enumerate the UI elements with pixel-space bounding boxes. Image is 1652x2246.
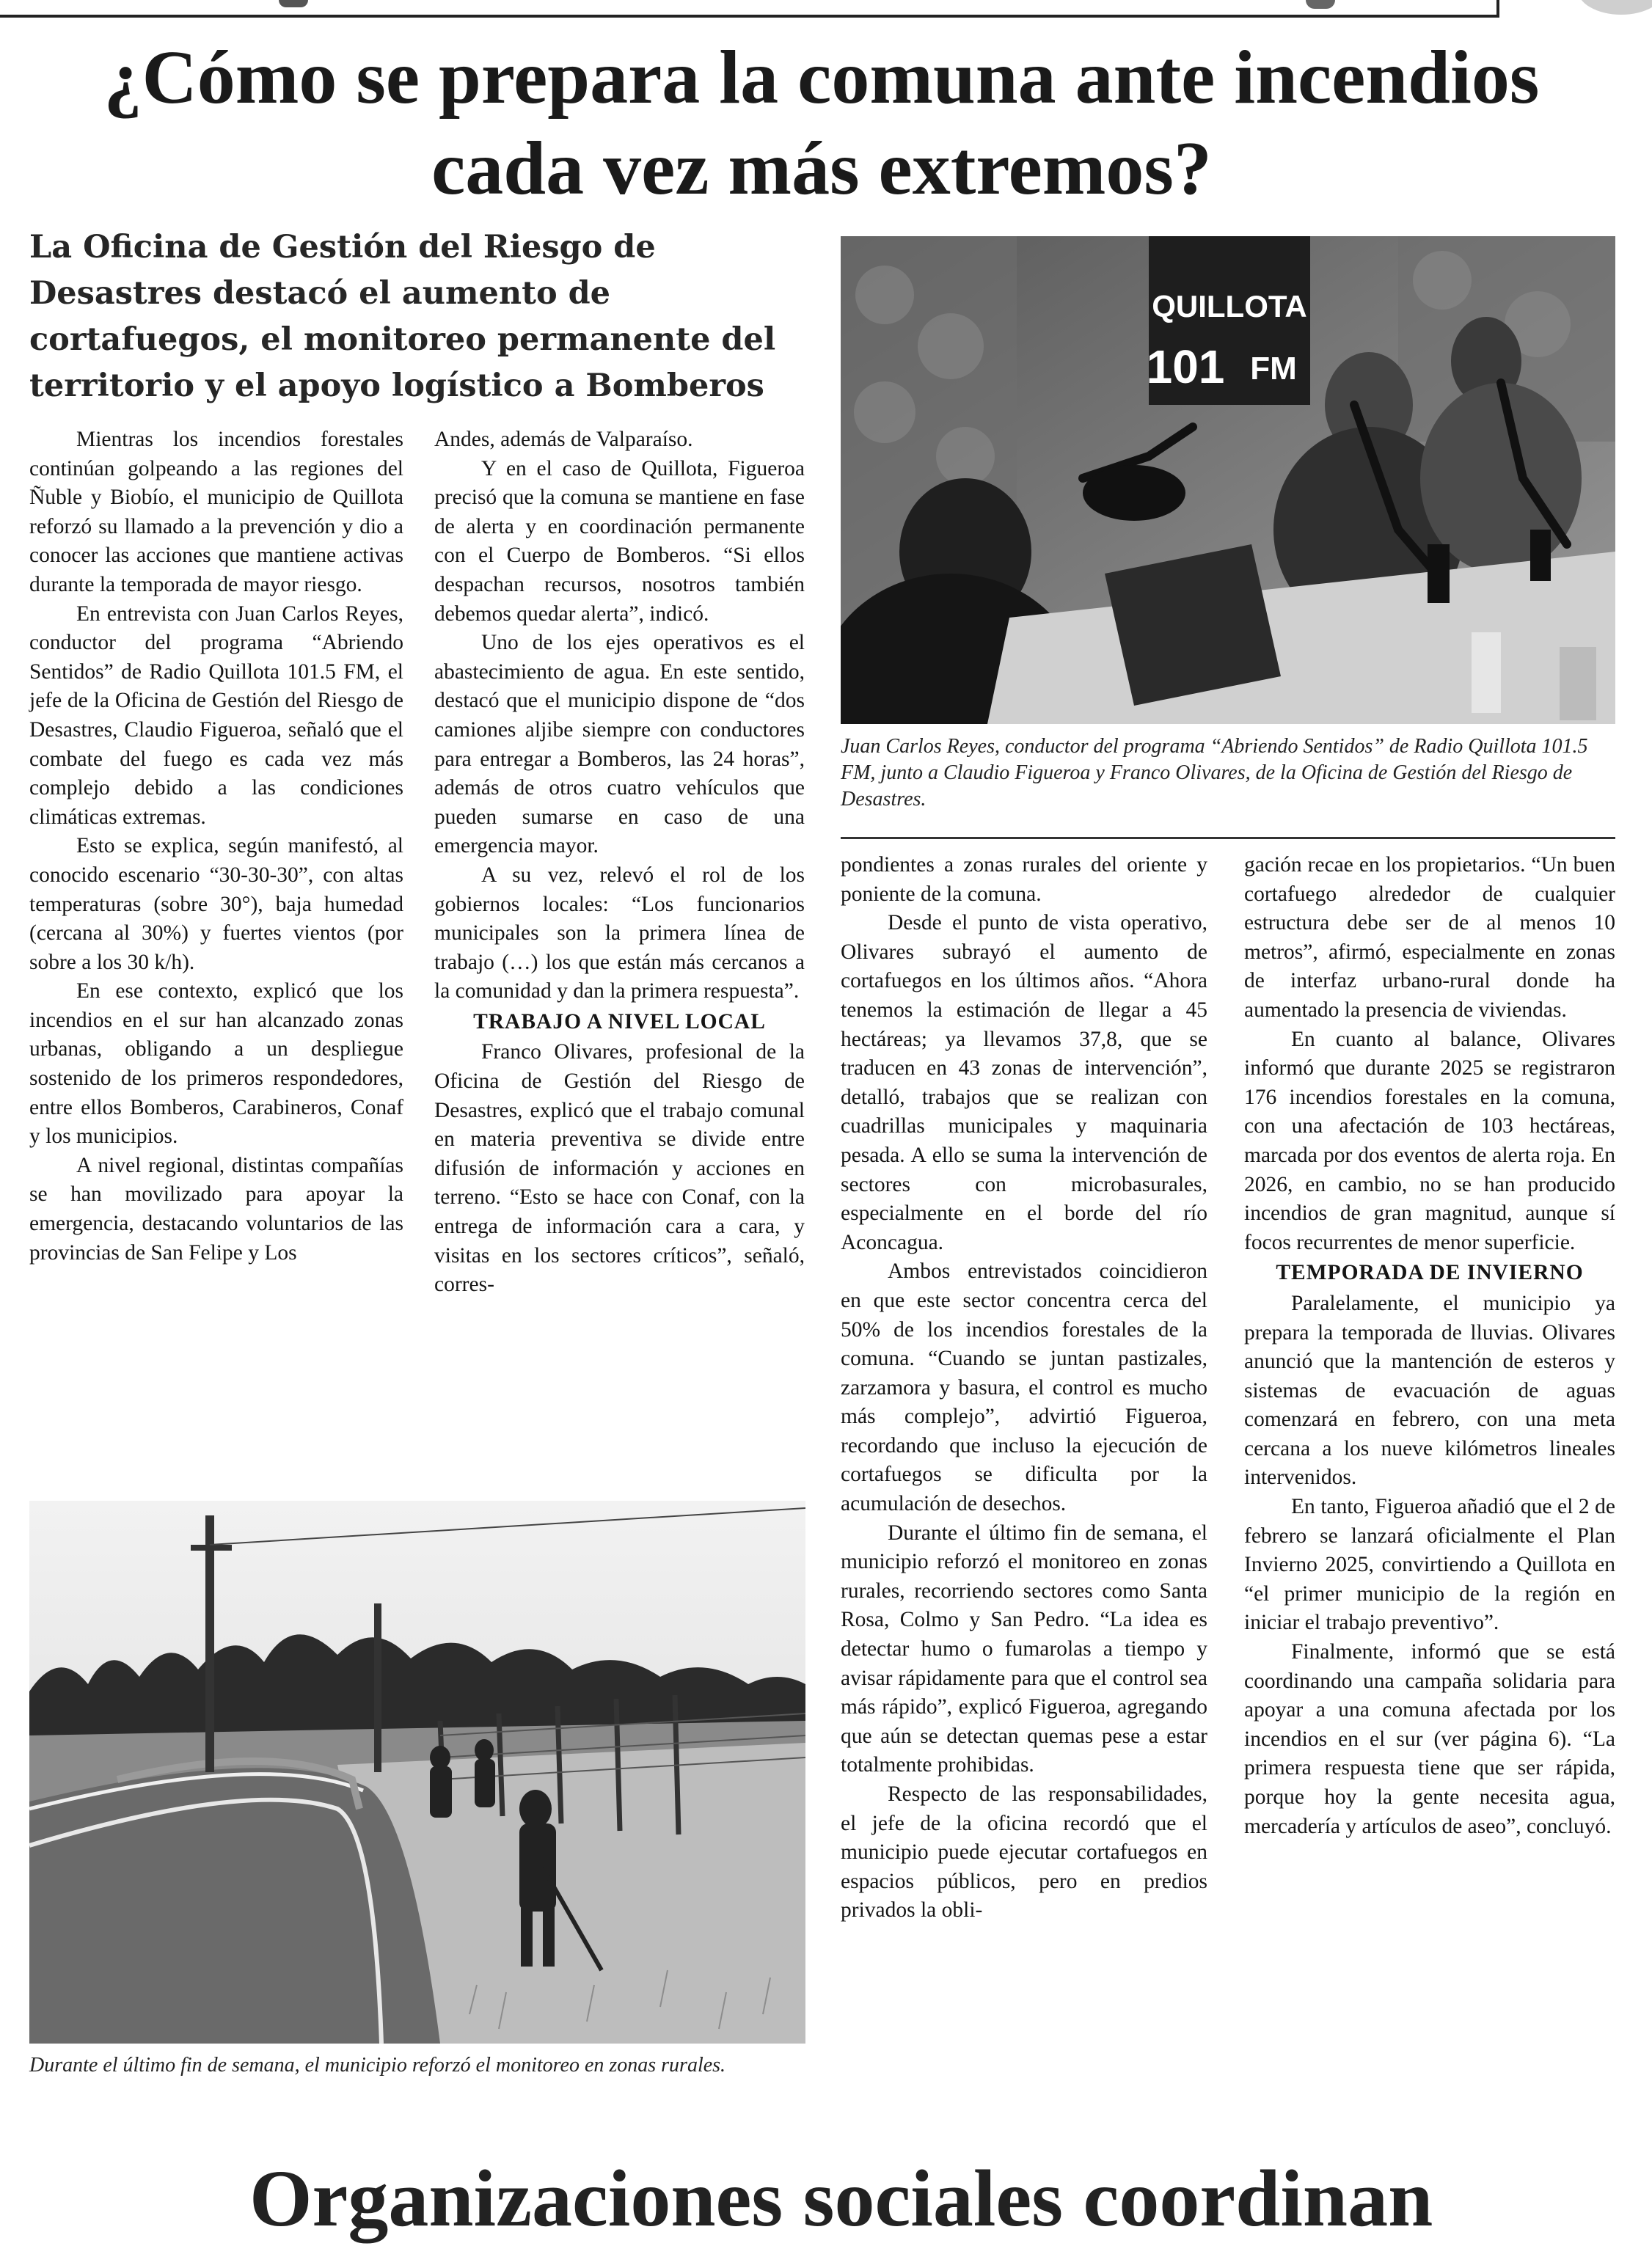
paragraph: Mientras los incendios forestales continúan golpeando a las regiones del Ñuble y Biobío, el municipio de Quillota reforzó su llamado a la prevención y dio a conocer las acciones que mantiene activas durante la temporada de mayor riesgo.	[29, 428, 403, 596]
radio-studio-photo	[841, 236, 1615, 724]
paragraph: A su vez, relevó el rol de los gobiernos locales: “Los funcionarios municipales son la primera línea de trabajo (…) los que están más cercanos a la comunidad y dan la primera respuesta”.	[434, 863, 805, 1003]
text-column-3	[841, 851, 1207, 1925]
article-deck: La Oficina de Gestión del Riesgo de Desastres destacó el aumento de cortafuegos, el monitoreo permanente del territorio y el apoyo logístico a Bomberos	[29, 229, 776, 404]
sign-frequency: 101	[1146, 340, 1225, 393]
paragraph: Durante el último fin de semana, el municipio reforzó el monitoreo en zonas rurales, recorriendo sectores como Santa Rosa, Colmo y San Pedro. “La idea es detectar humo o fumarolas a tiempo y avisar rápidamente para que el control sea más rápido”, explicó Figueroa, agregando que aún se detectan quemas pese a estar totalmente prohibidas.	[841, 1521, 1207, 1777]
paragraph-continued: gación recae en los propietarios. “Un buen cortafuego alrededor de cualquier estructura debe ser de al menos 10 metros”, afirmó, especialmente en zonas de interfaz urbano-rural donde ha aumentado la presencia de viviendas.	[1244, 853, 1615, 1022]
radio-studio-illustration	[841, 236, 1615, 724]
paragraph: Esto se explica, según manifestó, al conocido escenario “30-30-30”, con altas temperaturas (sobre 30°), baja humedad (cercana al 30%) y fuertes vientos (por sobre a los 30 k/h).	[29, 834, 403, 974]
header-ornament-left	[279, 0, 308, 7]
paragraph: Y en el caso de Quillota, Figueroa precisó que la comuna se mantiene en fase de alerta y en coordinación permanente con el Cuerpo de Bomberos. “Si ellos despachan recursos, nosotros también debemos quedar alerta”, indicó.	[434, 456, 805, 626]
radio-photo-caption: Juan Carlos Reyes, conductor del programa “Abriendo Sentidos” de Radio Quillota 101.5 FM, junto a Claudio Figueroa y Franco Olivares, de la Oficina de Gestión del Riesgo de Desastres.	[841, 735, 1588, 811]
paragraph: En tanto, Figueroa añadió que el 2 de febrero se lanzará oficialmente el Plan Invierno 2025, convirtiendo a Quillota en “el primer municipio de la región en iniciar el trabajo preventivo”.	[1244, 1495, 1615, 1635]
subheading-local: TRABAJO A NIVEL LOCAL	[473, 1009, 766, 1034]
paragraph: Finalmente, informó que se está coordinando una campaña solidaria para apoyar a una comuna afectada por los incendios en el sur (ver página 6). “La primera respuesta tiene que ser rápida, porque hoy la gente necesita agua, mercadería y artículos de aseo”, concluyó.	[1244, 1640, 1615, 1838]
paragraph: A nivel regional, distintas compañías se han movilizado para apoyar la emergencia, destacando voluntarios de las provincias de San Felipe y Los	[29, 1153, 403, 1265]
text-column-4	[1244, 851, 1615, 1841]
paragraph-continued: Andes, además de Valparaíso.	[434, 428, 693, 451]
section-rule	[841, 837, 1615, 839]
top-rule-divider	[1496, 0, 1499, 18]
paragraph: Ambos entrevistados coincidieron en que este sector concentra cerca del 50% de los incendios forestales de la comuna. “Cuando se juntan pastizales, zarzamora y basura, el control es mucho más complejo”, advirtió Figueroa, recordando que incluso la ejecución de cortafuegos se dificulta por la acumulación de desechos.	[841, 1259, 1207, 1516]
subheading-winter: TEMPORADA DE INVIERNO	[1276, 1261, 1584, 1285]
sign-city: QUILLOTA	[1152, 289, 1307, 323]
corner-ornament	[1577, 0, 1652, 15]
paragraph: En cuanto al balance, Olivares informó que durante 2025 se registraron 176 incendios forestales en la comuna, con una afectación de 103 hectáreas, marcada por dos eventos de alerta roja. En 2026, en cambio, no se han producido incendios de gran magnitud, aunque sí focos recurrentes de menor superficie.	[1244, 1027, 1615, 1254]
rural-road-illustration	[29, 1501, 805, 2044]
article-headline: ¿Cómo se prepara la comuna ante incendios cada vez más extremos?	[103, 35, 1540, 211]
paragraph: En entrevista con Juan Carlos Reyes, conductor del programa “Abriendo Sentidos” de Radio Quillota 101.5 FM, el jefe de la Oficina de Gestión del Riesgo de Desastres, Claudio Figueroa, señaló que el combate del fuego es cada vez más complejo debido a las condiciones climáticas extremas.	[29, 601, 403, 829]
next-article-headline: Organizaciones sociales coordinan	[249, 2154, 1433, 2243]
paragraph-continued: pondientes a zonas rurales del oriente y poniente de la comuna.	[841, 853, 1207, 906]
paragraph: Desde el punto de vista operativo, Olivares subrayó el aumento de cortafuegos en los últimos años. “Ahora tenemos la estimación de llegar a 45 hectáreas; ya llevamos 37,8, que se traducen en 43 zonas de intervención”, detalló, trabajos que se realizan con cuadrillas municipales y maquinaria pesada. A ello se suma la intervención de sectores con microbasurales, especialmente en el borde del río Aconcagua.	[841, 911, 1207, 1254]
paragraph: En ese contexto, explicó que los incendios en el sur han alcanzado zonas urbanas, obligando a un despliegue sostenido de los primeros respondedores, entre ellos Bomberos, Carabineros, Conaf y los municipios.	[29, 979, 403, 1149]
paragraph: Respecto de las responsabilidades, el jefe de la oficina recordó que el municipio puede ejecutar cortafuegos en espacios públicos, pero en predios privados la obli-	[841, 1782, 1207, 1923]
road-photo-caption: Durante el último fin de semana, el municipio reforzó el monitoreo en zonas rurales.	[29, 2054, 726, 2077]
top-rule	[0, 15, 1496, 18]
paragraph: Franco Olivares, profesional de la Oficina de Gestión del Riesgo de Desastres, explicó que el trabajo comunal en materia preventiva se divide entre difusión de información y acciones en terreno. “Esto se hace con Conaf, con la entrega de información cara a cara, y visitas en los sectores críticos”, señaló, corres-	[434, 1040, 805, 1297]
paragraph: Uno de los ejes operativos es el abastecimiento de agua. En este sentido, destacó que el municipio dispone de “dos camiones aljibe siempre con conductores para entregar a Bomberos, las 24 horas”, además de otros cuatro vehículos que pueden sumarse en caso de una emergencia mayor.	[434, 631, 805, 858]
text-column-2	[434, 425, 805, 1300]
text-column-1	[29, 425, 403, 1268]
paragraph: Paralelamente, el municipio ya prepara la temporada de lluvias. Olivares anunció que la mantención de esteros y sistemas de evacuación de aguas comenzará en febrero, con una meta cercana a los nueve kilómetros lineales intervenidos.	[1244, 1291, 1615, 1490]
sign-fm: FM	[1250, 351, 1297, 387]
rural-road-photo	[29, 1501, 805, 2044]
header-ornament-right	[1306, 0, 1335, 9]
